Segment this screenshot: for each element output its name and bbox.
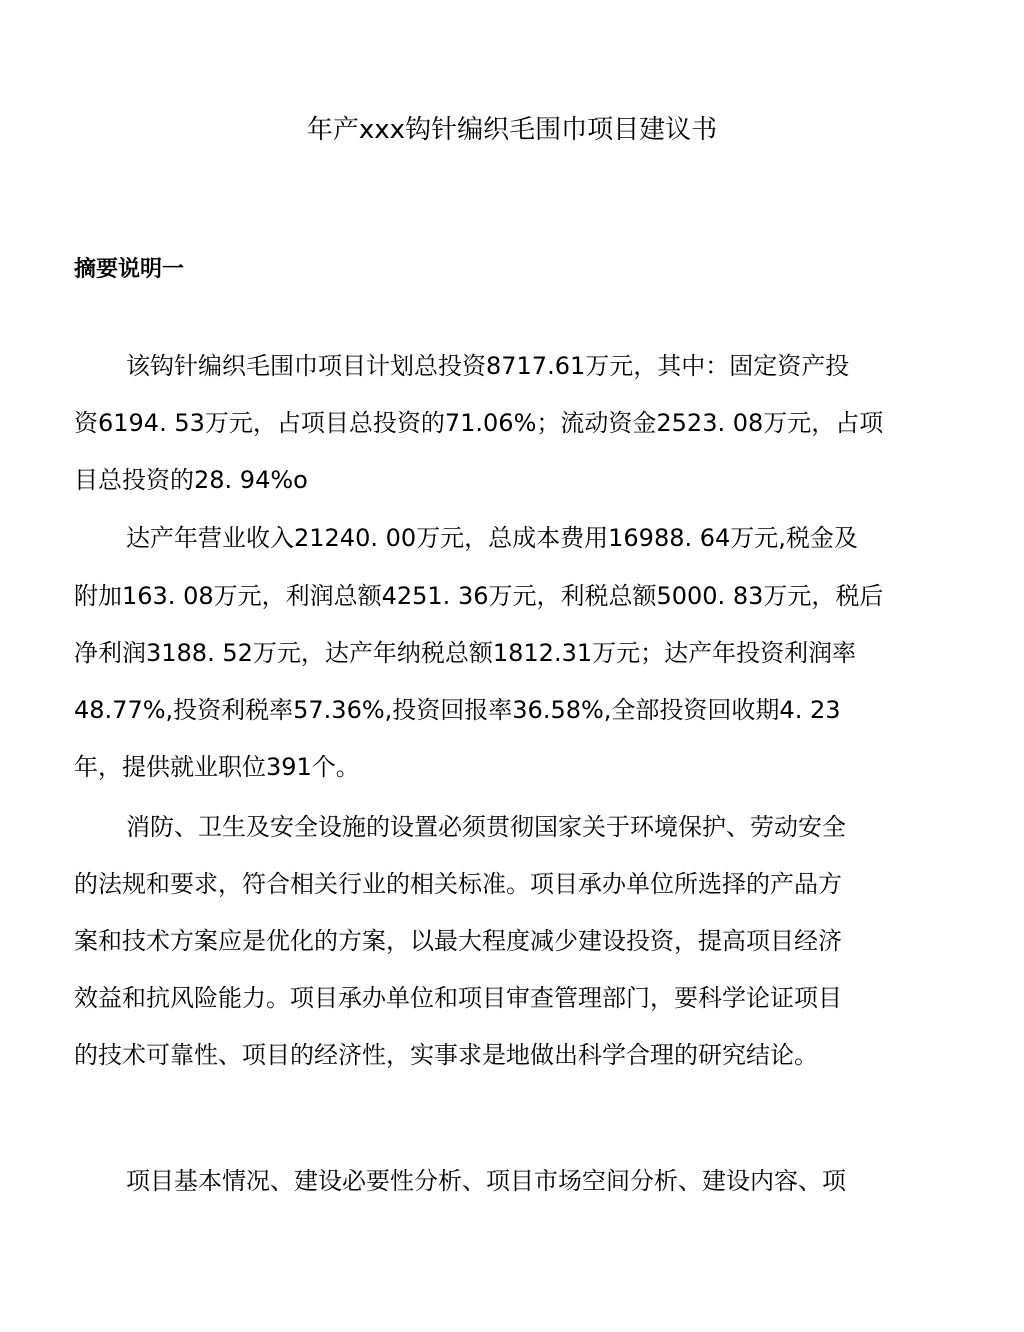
paragraph-3-line-2: 的法规和要求，符合相关行业的相关标准。项目承办单位所选择的产品方 [74,870,842,898]
document-title: 年产xxx钩针编织毛围巾项目建议书 [306,115,718,145]
paragraph-2-line-4: 48.77%,投资利税率57.36%,投资回报率36.58%,全部投资回收期4. 23 [74,696,841,724]
paragraph-2-line-5: 年，提供就业职位391个。 [74,753,360,781]
paragraph-3-line-4: 效益和抗风险能力。项目承办单位和项目审查管理部门，要科学论证项目 [74,984,842,1012]
section-heading: 摘要说明一 [74,257,185,282]
paragraph-3-line-5: 的技术可靠性、项目的经济性，实事求是地做出科学合理的研究结论。 [74,1041,818,1069]
paragraph-4-line-1: 项目基本情况、建设必要性分析、项目市场空间分析、建设内容、项 [126,1167,846,1195]
paragraph-2-line-2: 附加163. 08万元，利润总额4251. 36万元，利税总额5000. 83万元，税后 [74,582,884,610]
paragraph-2-line-3: 净利润3188. 52万元，达产年纳税总额1812.31万元；达产年投资利润率 [74,639,857,667]
paragraph-3-line-1: 消防、卫生及安全设施的设置必须贯彻国家关于环境保护、劳动安全 [126,813,846,841]
paragraph-3-line-3: 案和技术方案应是优化的方案，以最大程度减少建设投资，提高项目经济 [74,927,842,955]
paragraph-1-line-2: 资6194. 53万元，占项目总投资的71.06%；流动资金2523. 08万元，占项 [74,409,884,437]
paragraph-1-line-1: 该钩针编织毛围巾项目计划总投资8717.61万元，其中：固定资产投 [126,352,850,380]
paragraph-1-line-3: 目总投资的28. 94%o [74,466,308,494]
paragraph-2-line-1: 达产年营业收入21240. 00万元，总成本费用16988. 64万元,税金及 [126,524,858,552]
